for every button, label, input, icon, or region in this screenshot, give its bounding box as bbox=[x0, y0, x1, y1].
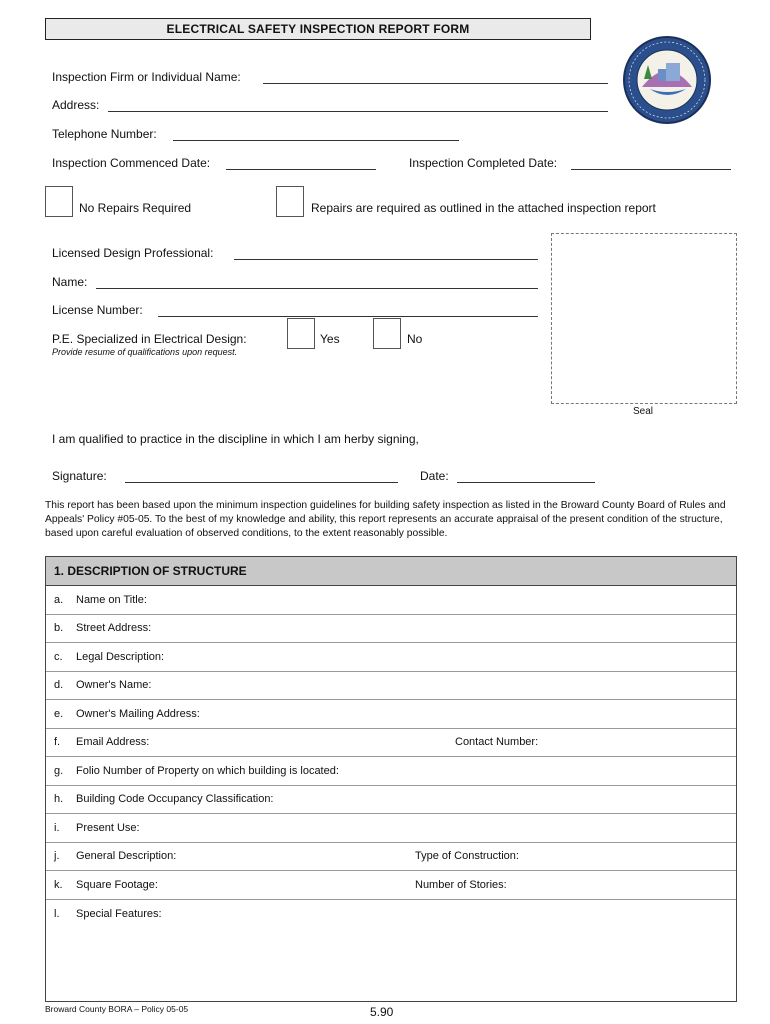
row-label: Name on Title: bbox=[76, 594, 147, 606]
completed-date-field[interactable] bbox=[571, 169, 731, 170]
date-field[interactable] bbox=[457, 482, 595, 483]
table-row[interactable] bbox=[46, 757, 736, 786]
table-row[interactable] bbox=[46, 814, 736, 843]
row-label-secondary: Number of Stories: bbox=[415, 879, 507, 891]
design-professional-label: Licensed Design Professional: bbox=[52, 246, 214, 260]
telephone-label: Telephone Number: bbox=[52, 127, 157, 141]
table-row[interactable] bbox=[46, 614, 736, 643]
pe-no-checkbox[interactable] bbox=[373, 318, 401, 349]
commenced-date-label: Inspection Commenced Date: bbox=[52, 156, 211, 170]
table-row[interactable] bbox=[46, 842, 736, 871]
row-letter: f. bbox=[54, 736, 61, 748]
table-row[interactable] bbox=[46, 900, 736, 1000]
row-label-secondary: Type of Construction: bbox=[415, 850, 519, 862]
pe-no-label: No bbox=[407, 332, 423, 346]
table-row[interactable] bbox=[46, 643, 736, 672]
row-label: Owner's Mailing Address: bbox=[76, 708, 200, 720]
commenced-date-field[interactable] bbox=[226, 169, 376, 170]
table-row[interactable] bbox=[46, 728, 736, 757]
firm-name-label: Inspection Firm or Individual Name: bbox=[52, 70, 241, 84]
row-label: General Description: bbox=[76, 850, 177, 862]
section-heading: 1. DESCRIPTION OF STRUCTURE bbox=[46, 557, 736, 586]
design-professional-field[interactable] bbox=[234, 259, 538, 260]
row-letter: a. bbox=[54, 594, 64, 606]
table-row[interactable] bbox=[46, 871, 736, 900]
row-letter: h. bbox=[54, 793, 64, 805]
row-label: Legal Description: bbox=[76, 651, 165, 663]
row-letter: e. bbox=[54, 708, 64, 720]
row-letter: j. bbox=[54, 850, 60, 862]
resume-note: Provide resume of qualifications upon request. bbox=[52, 347, 238, 357]
qualified-statement: I am qualified to practice in the discipline in which I am herby signing, bbox=[52, 432, 419, 446]
row-label: Special Features: bbox=[76, 908, 162, 920]
row-letter: b. bbox=[54, 622, 64, 634]
county-seal-logo bbox=[622, 35, 712, 125]
table-row[interactable] bbox=[46, 700, 736, 729]
table-row[interactable] bbox=[46, 671, 736, 700]
row-letter: k. bbox=[54, 879, 63, 891]
page-number: 5.90 bbox=[370, 1005, 394, 1019]
signature-field[interactable] bbox=[125, 482, 398, 483]
pe-specialized-label: P.E. Specialized in Electrical Design: bbox=[52, 332, 247, 346]
professional-name-field[interactable] bbox=[96, 288, 538, 289]
report-paragraph: This report has been based upon the minimum inspection guidelines for building safety inspection as listed in the Broward County Board of Rules and Appeals' Policy #05-05. To the best of my knowledge and ability, this report represents an accurate appraisal of the present condition of the structure, based upon careful evaluation of observed conditions, to the extent reasonably possible. bbox=[45, 500, 726, 540]
repairs-required-checkbox[interactable] bbox=[276, 186, 304, 217]
no-repairs-checkbox[interactable] bbox=[45, 186, 73, 217]
address-field[interactable] bbox=[108, 111, 608, 112]
pe-yes-label: Yes bbox=[320, 332, 340, 346]
table-row[interactable] bbox=[46, 586, 736, 615]
row-label: Email Address: bbox=[76, 736, 150, 748]
license-number-label: License Number: bbox=[52, 303, 143, 317]
pe-yes-checkbox[interactable] bbox=[287, 318, 315, 349]
row-label: Street Address: bbox=[76, 622, 152, 634]
row-label: Building Code Occupancy Classification: bbox=[76, 793, 274, 805]
row-label-secondary: Contact Number: bbox=[455, 736, 539, 748]
row-label: Present Use: bbox=[76, 822, 140, 834]
address-label: Address: bbox=[52, 98, 100, 112]
row-letter: i. bbox=[54, 822, 60, 834]
row-letter: d. bbox=[54, 679, 64, 691]
signature-label: Signature: bbox=[52, 469, 107, 483]
seal-box[interactable] bbox=[551, 233, 737, 404]
professional-name-label: Name: bbox=[52, 275, 88, 289]
repairs-required-label: Repairs are required as outlined in the attached inspection report bbox=[311, 201, 656, 215]
no-repairs-label: No Repairs Required bbox=[79, 201, 192, 215]
row-letter: c. bbox=[54, 651, 63, 663]
seal-label: Seal bbox=[633, 406, 654, 417]
table-row[interactable] bbox=[46, 785, 736, 814]
completed-date-label: Inspection Completed Date: bbox=[409, 156, 558, 170]
telephone-field[interactable] bbox=[173, 140, 459, 141]
footer-policy: Broward County BORA – Policy 05-05 bbox=[45, 1004, 189, 1014]
row-label: Square Footage: bbox=[76, 879, 158, 891]
row-letter: g. bbox=[54, 765, 64, 777]
row-label: Owner's Name: bbox=[76, 679, 152, 691]
date-label: Date: bbox=[420, 469, 449, 483]
license-number-field[interactable] bbox=[158, 316, 538, 317]
description-table bbox=[45, 556, 737, 1002]
form-title: ELECTRICAL SAFETY INSPECTION REPORT FORM bbox=[45, 18, 591, 40]
row-label: Folio Number of Property on which building is located: bbox=[76, 765, 339, 777]
firm-name-field[interactable] bbox=[263, 83, 608, 84]
row-letter: l. bbox=[54, 908, 60, 920]
